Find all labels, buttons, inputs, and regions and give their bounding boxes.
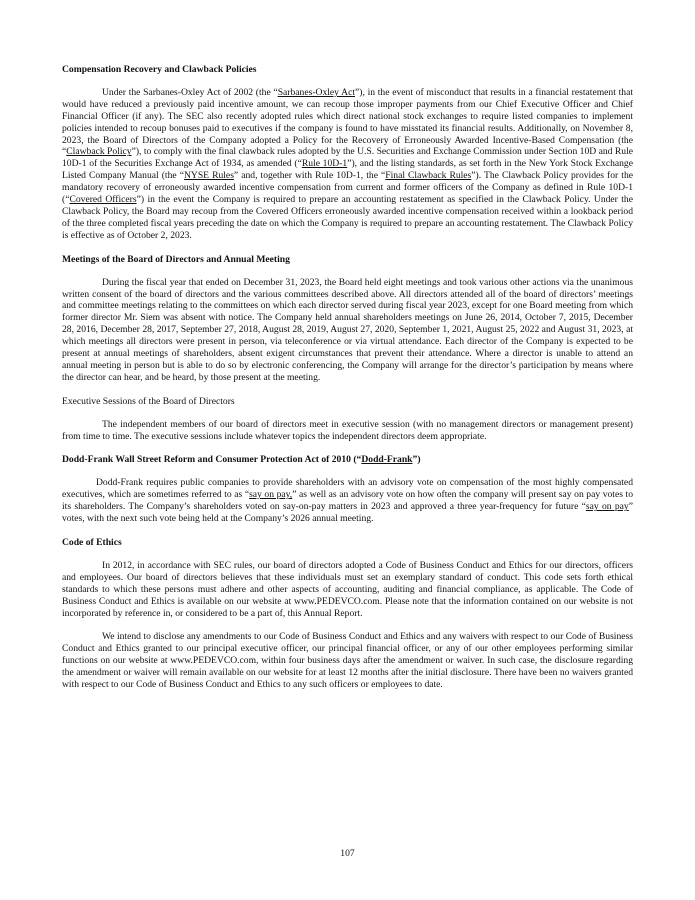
clawback-paragraph: Under the Sarbanes-Oxley Act of 2002 (the “Sarbanes-Oxley Act”), in the event of misconduct that results in a financial restatement that would have reduced a previously paid incentive amount, we can recoup those improper payments from our Chief Executive Officer and Chief Financial Officer (if any). The SEC also recently adopted rules which direct national stock exchanges to require listed companies to implement policies intended to recoup bonuses paid to executives if the company is found to have misstated its financial results. Additionally, on November 8, 2023, the Board of Directors of the Company adopted a Policy for the Recovery of Erroneously Awarded Incentive-Based Compensation (the “Clawback Policy”), to comply with the final clawback rules adopted by the U.S. Securities and Exchange Commission under Section 10D and Rule 10D-1 of the Securities Exchange Act of 1934, as amended (“Rule 10D-1”), and the listing standards, as set forth in the New York Stock Exchange Listed Company Manual (the “NYSE Rules” and, together with Rule 10D-1, the “Final Clawback Rules”). The Clawback Policy provides for the mandatory recovery of erroneously awarded incentive compensation from current and former officers of the Company as defined in Rule 10D-1 (“Covered Officers”) in the event the Company is required to prepare an accounting restatement as specified in the Clawback Policy. Under the Clawback Policy, the Board may recoup from the Covered Officers erroneously awarded incentive compensation received within a lookback period of the three completed fiscal years preceding the date on which the Company is required to prepare an accounting restatement. The Clawback Policy is effective as of October 2, 2023. bbox=[62, 86, 633, 241]
meetings-paragraph: During the fiscal year that ended on December 31, 2023, the Board held eight meetings and took various other actions via the unanimous written consent of the board of directors and the various committees described above. All directors attended all of the board of directors’ meetings and committee meetings relating to the committees on which each director served during fiscal year 2023, except for one Board meeting from which former director Mr. Siem was absent with notice. The Company held annual shareholders meetings on June 26, 2014, October 7, 2015, December 28, 2016, December 28, 2017, September 27, 2018, August 28, 2019, August 27, 2020, September 1, 2021, August 25, 2022 and August 31, 2023, at which meetings all directors were present in person, via teleconference or via virtual attendance. Each director of the Company is expected to be present at annual meetings of shareholders, absent exigent circumstances that prevent their attendance. Where a director is unable to attend an annual meeting in person but is able to do so by electronic conferencing, the Company will arrange for the director’s participation by means where the director can hear, and be heard, by those present at the meeting. bbox=[62, 276, 633, 383]
term-say-on-pay-votes: say on pay bbox=[585, 501, 629, 513]
term-covered-officers: Covered Officers bbox=[69, 194, 137, 206]
term-clawback-policy: Clawback Policy bbox=[66, 146, 132, 158]
clawback-heading: Compensation Recovery and Clawback Policies bbox=[62, 64, 257, 75]
dodd-frank-paragraph: Dodd-Frank requires public companies to provide shareholders with an advisory vote on compensation of the most highly compensated executives, which are sometimes referred to as “say on pay,” as well as an advisory vote on how often the company will present say on pay votes to its shareholders. The Company’s shareholders voted on say-on-pay matters in 2023 and approved a three year-frequency for future “say on pay” votes, with the next such vote being held at the Company’s 2026 annual meeting. bbox=[62, 477, 633, 525]
executive-sessions-heading: Executive Sessions of the Board of Directors bbox=[62, 395, 235, 407]
term-sarbanes-oxley-act: Sarbanes-Oxley Act bbox=[277, 86, 356, 98]
meetings-heading: Meetings of the Board of Directors and Annual Meeting bbox=[62, 253, 290, 265]
code-of-ethics-paragraph-2: We intend to disclose any amendments to our Code of Business Conduct and Ethics and any waivers with respect to our Code of Business Conduct and Ethics granted to our principal executive officer, our principal financial officer, or any of our other employees performing similar functions on our website at www.PEDEVCO.com, within four business days after the amendment or waiver. In such case, the disclosure regarding the amendment or waiver will remain available on our website for at least 12 months after the initial disclosure. There have been no waivers granted with respect to our Code of Business Conduct and Ethics to any such officers or employees to date. bbox=[62, 631, 633, 691]
term-rule-10d-1: Rule 10D-1 bbox=[301, 158, 348, 170]
term-nyse-rules: NYSE Rules bbox=[183, 170, 234, 182]
code-of-ethics-heading: Code of Ethics bbox=[62, 537, 122, 548]
executive-sessions-paragraph: The independent members of our board of directors meet in executive session (with no management directors or management present) from time to time. The executive sessions include whatever topics the independent directors deem appropriate. bbox=[62, 418, 633, 442]
code-of-ethics-paragraph-1: In 2012, in accordance with SEC rules, our board of directors adopted a Code of Business Conduct and Ethics for our directors, officers and employees. Our board of directors believes that these individuals must set an exemplary standard of conduct. This code sets forth ethical standards to which these persons must adhere and other aspects of accounting, auditing and financial compliance, as applicable. The Code of Business Conduct and Ethics is available on our website at www.PEDEVCO.com. Please note that the information contained on our website is not incorporated by reference in, or considered to be a part of, this Annual Report. bbox=[62, 559, 633, 619]
term-dodd-frank: Dodd-Frank bbox=[361, 454, 413, 466]
term-say-on-pay: say on pay, bbox=[249, 489, 293, 501]
page-number: 107 bbox=[340, 848, 355, 859]
dodd-frank-heading: Dodd-Frank Wall Street Reform and Consumer Protection Act of 2010 (“Dodd-Frank”) bbox=[62, 454, 421, 466]
term-final-clawback-rules: Final Clawback Rules bbox=[385, 170, 472, 182]
document-page bbox=[62, 64, 633, 703]
